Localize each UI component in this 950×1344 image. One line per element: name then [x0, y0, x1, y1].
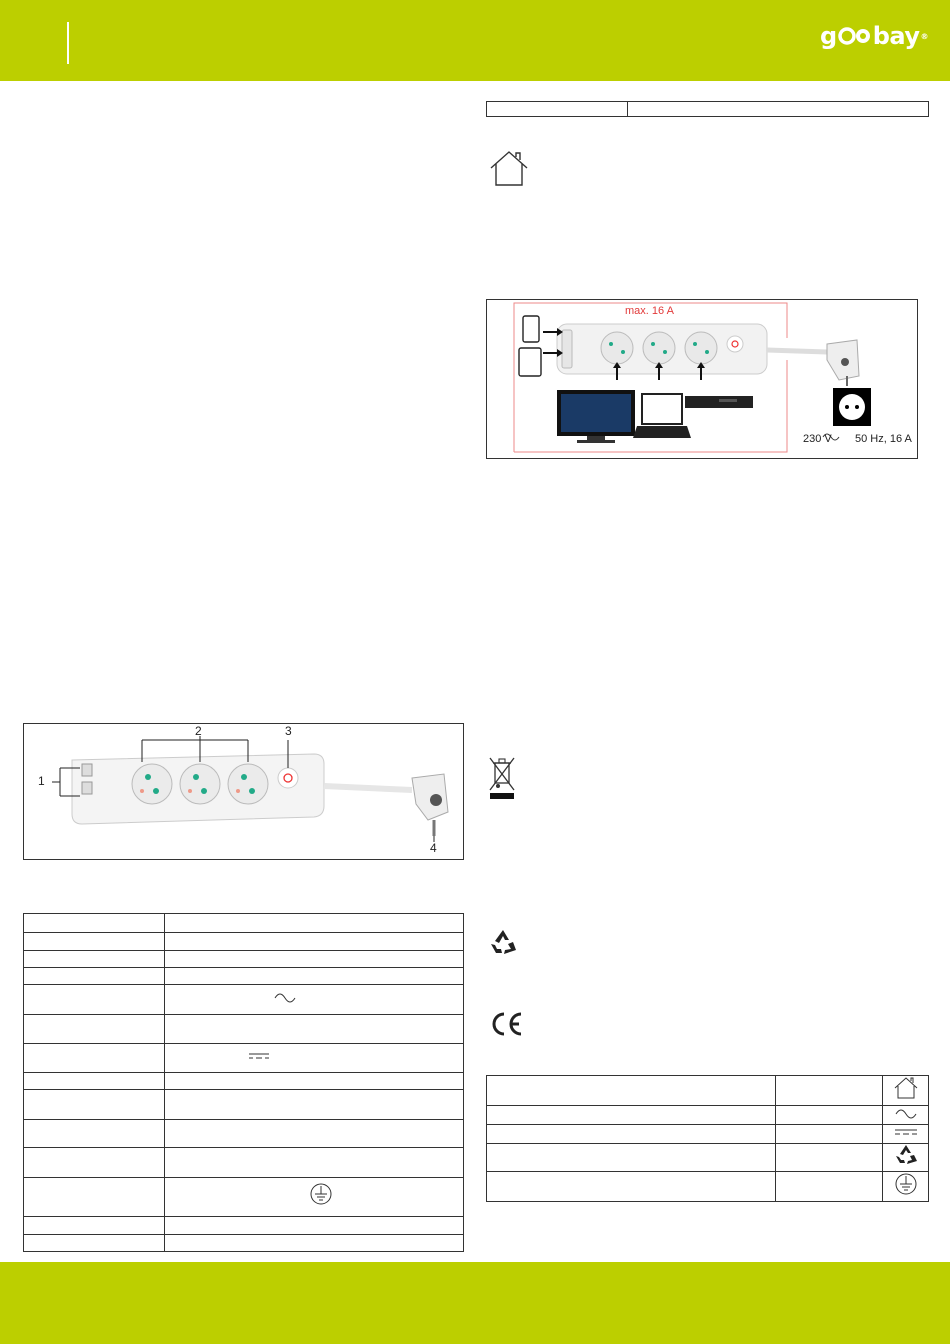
footer-bar: [0, 1262, 950, 1344]
rating-suffix: 50 Hz, 16 A: [855, 433, 912, 445]
table-cell: [165, 1177, 464, 1217]
table-cell: [883, 1076, 929, 1106]
logo-text-right: bay: [872, 22, 920, 50]
table-cell: [24, 933, 165, 950]
spec-table: [23, 913, 464, 1252]
table-cell: [24, 1119, 165, 1148]
table-cell: [165, 1072, 464, 1089]
table-cell: [24, 1217, 165, 1234]
table-cell: [487, 1076, 776, 1106]
crossed-out-bin-icon: [488, 755, 516, 801]
table-cell: [776, 1106, 883, 1125]
recycle-icon: [488, 928, 518, 956]
callout-4: 4: [430, 841, 437, 855]
ce-mark-icon: [488, 1010, 524, 1038]
table-cell: [165, 1234, 464, 1251]
table-cell: [24, 950, 165, 967]
rating-prefix: 230 V: [803, 433, 832, 445]
table-cell: [883, 1144, 929, 1172]
logo-text-left: g: [820, 22, 837, 50]
table-cell: [24, 967, 165, 984]
dc-symbol-icon: [893, 1126, 919, 1138]
table-cell: [883, 1172, 929, 1202]
table-cell: [24, 1234, 165, 1251]
table-cell: [24, 1090, 165, 1120]
table-cell: [883, 1106, 929, 1125]
table-cell: [776, 1125, 883, 1144]
table-cell: [24, 1014, 165, 1044]
callout-1: 1: [38, 774, 45, 788]
product-figure: [23, 723, 464, 860]
table-cell: [165, 933, 464, 950]
table-cell: [628, 102, 929, 117]
table-cell: [487, 1144, 776, 1172]
table-cell: [487, 102, 628, 117]
table-cell: [165, 1119, 464, 1148]
usage-diagram: [486, 299, 918, 459]
table-cell: [24, 1044, 165, 1073]
table-cell: [24, 985, 165, 1015]
table-cell: [165, 1090, 464, 1120]
table-cell: [165, 1044, 464, 1073]
table-cell: [165, 950, 464, 967]
table-cell: [165, 1148, 464, 1178]
protective-earth-icon: [309, 1182, 333, 1206]
table-cell: [165, 1014, 464, 1044]
table-cell: [776, 1144, 883, 1172]
max-current-label: max. 16 A: [625, 305, 674, 317]
table-cell: [883, 1125, 929, 1144]
ac-symbol-icon: [893, 1107, 919, 1119]
header-divider: [67, 22, 69, 64]
recycle-icon: [894, 1144, 918, 1166]
table-cell: [24, 914, 165, 933]
protective-earth-icon: [894, 1172, 918, 1196]
table-cell: [776, 1076, 883, 1106]
callout-3: 3: [285, 724, 292, 738]
house-icon: [487, 148, 531, 188]
table-cell: [165, 1217, 464, 1234]
symbols-table: [486, 1075, 929, 1202]
table-cell: [165, 985, 464, 1015]
table-cell: [24, 1072, 165, 1089]
table-cell: [487, 1106, 776, 1125]
top-info-table: [486, 101, 929, 117]
logo-oo-mark: [838, 24, 872, 48]
goobay-logo: [820, 20, 928, 52]
ac-symbol-icon: [273, 991, 297, 1003]
table-cell: [24, 1177, 165, 1217]
house-icon: [893, 1076, 919, 1100]
usage-diagram-graphic: [487, 300, 917, 458]
registered-mark: ®: [920, 31, 928, 41]
table-cell: [776, 1172, 883, 1202]
table-cell: [487, 1172, 776, 1202]
table-cell: [24, 1148, 165, 1178]
dc-symbol-icon: [247, 1050, 271, 1062]
table-cell: [165, 914, 464, 933]
power-strip-illustration: [24, 724, 463, 859]
header-bar: [0, 0, 950, 81]
table-cell: [165, 967, 464, 984]
callout-2: 2: [195, 724, 202, 738]
table-cell: [487, 1125, 776, 1144]
